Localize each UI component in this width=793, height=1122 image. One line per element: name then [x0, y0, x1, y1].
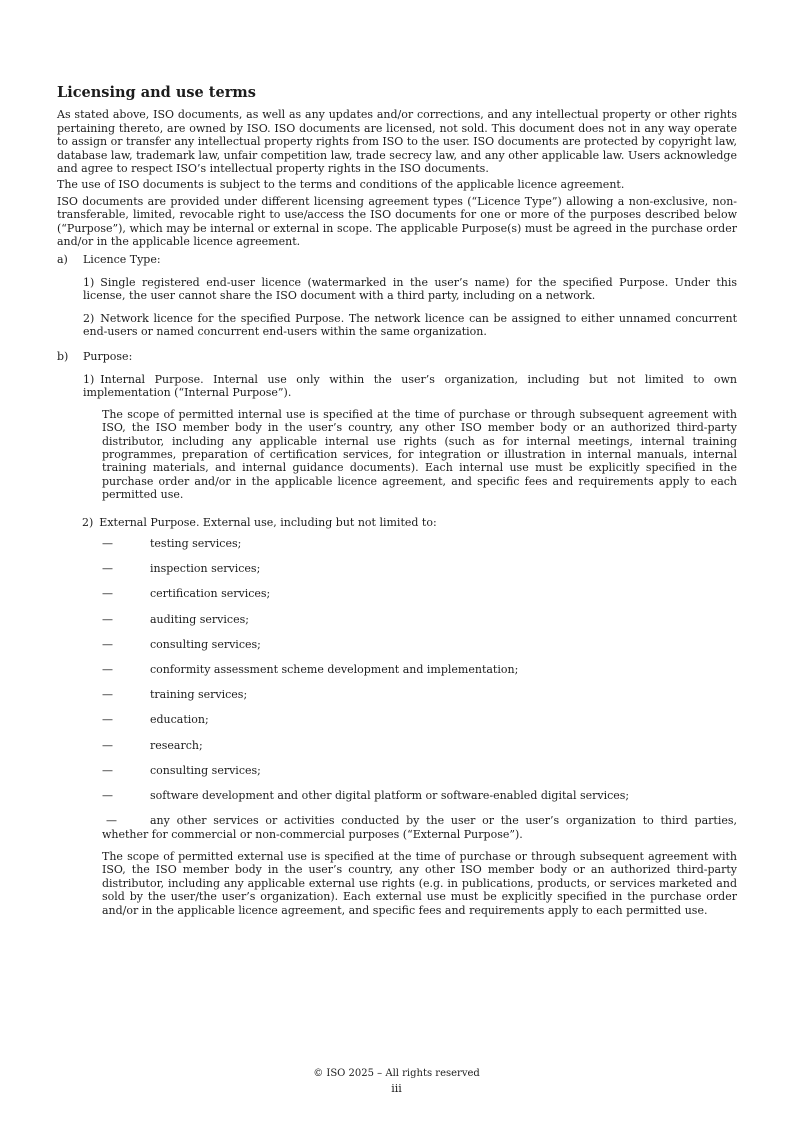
dash-marker: —	[102, 788, 113, 802]
dash-marker: —	[102, 587, 113, 601]
list-item	[102, 613, 737, 626]
subitem-text: External Purpose. External use, including but not limited to:	[99, 515, 437, 529]
list-item-licence-type	[57, 253, 737, 266]
dash-marker: —	[102, 763, 113, 777]
paragraph-ownership: As stated above, ISO documents, as well as any updates and/or corrections, and any intellectual property or other rights pertaining thereto, are owned by ISO. ISO documents are licensed, not sold. This document does not in any way operate to assign or transfer any intellectual property rights from ISO to the user. ISO documents are protected by copyright law, database law, trademark law, unfair competition law, trade secrecy law, and any other applicable law. Users acknowledge and agree to respect ISO’s intellectual property rights in the ISO documents.	[57, 108, 737, 176]
subitem-number: 1)	[83, 372, 95, 386]
list-marker: b)	[57, 350, 69, 364]
subitem-number: 2)	[82, 515, 94, 529]
external-scope-paragraph: The scope of permitted external use is specified at the time of purchase or through subsequent agreement with ISO, the ISO member body in the user’s country, any other ISO member body or an authorized third-party distributor, including any applicable external use rights (e.g. in publications, products, or services marketed and sold by the user/the user’s organization). Each external use must be explicitly specified in the purchase order and/or in the applicable licence agreement, and specific fees and requirements apply to each permitted use.	[102, 850, 737, 917]
dash-marker: —	[102, 562, 113, 576]
copyright-notice: © ISO 2025 – All rights reserved	[313, 1068, 480, 1079]
dash-marker: —	[102, 738, 113, 752]
dash-marker: —	[102, 637, 113, 651]
list-item-text: education;	[150, 713, 209, 727]
paragraph-licence-types: ISO documents are provided under different licensing agreement types (“Licence Type”) allowing a non-exclusive, non-transferable, limited, revocable right to use/access the ISO documents for one or more of the purposes described below (“Purpose”), which may be internal or external in scope. The applicable Purpose(s) must be agreed in the purchase order and/or in the applicable licence agreement.	[57, 194, 737, 249]
list-item	[102, 764, 737, 777]
subitem-network-licence	[83, 312, 737, 339]
page-content	[57, 84, 737, 917]
dash-marker: —	[102, 713, 113, 727]
list-item-text: auditing services;	[150, 612, 249, 626]
list-item	[102, 739, 737, 752]
list-item-other-services	[102, 814, 737, 841]
page-number: iii	[391, 1082, 402, 1095]
list-item	[102, 537, 737, 550]
list-item-text: certification services;	[150, 587, 271, 601]
subitem-single-user-licence	[83, 276, 737, 303]
list-item-text: consulting services;	[150, 637, 261, 651]
subitem-number: 2)	[83, 311, 95, 325]
subitem-text: Internal Purpose. Internal use only within the user’s organization, including but not limited to own implementation (“Internal Purpose”).	[83, 372, 737, 400]
list-marker: a)	[57, 253, 68, 267]
list-item-text: conformity assessment scheme development and implementation;	[150, 662, 519, 676]
subitem-text: Network licence for the specified Purpose. The network licence can be assigned to either unnamed concurrent end-users or named concurrent end-users within the same organization.	[83, 311, 737, 339]
list-item	[102, 713, 737, 726]
dash-marker: —	[102, 688, 113, 702]
list-item	[102, 587, 737, 600]
list-item-label: Purpose:	[83, 350, 133, 364]
dash-marker: —	[102, 612, 113, 626]
list-item-purpose	[57, 350, 737, 363]
list-item-text: consulting services;	[150, 763, 261, 777]
list-item-text: research;	[150, 738, 203, 752]
subitem-internal-purpose	[83, 373, 737, 400]
list-item-label: Licence Type:	[83, 253, 161, 267]
dash-marker: —	[102, 662, 113, 676]
list-item-text: any other services or activities conducted by the user or the user’s organization to third parties, whether for commercial or non-commercial purposes (“External Purpose”).	[102, 814, 737, 841]
paragraph-terms: The use of ISO documents is subject to the terms and conditions of the applicable licence agreement.	[57, 178, 625, 192]
list-item	[102, 562, 737, 575]
subitem-number: 1)	[83, 275, 95, 289]
list-item	[102, 663, 737, 676]
dash-marker: —	[102, 536, 113, 550]
list-item	[102, 789, 737, 802]
list-item	[102, 638, 737, 651]
external-use-list	[102, 537, 737, 802]
list-item-text: inspection services;	[150, 562, 261, 576]
internal-scope-paragraph: The scope of permitted internal use is specified at the time of purchase or through subsequent agreement with ISO, the ISO member body in the user’s country, any other ISO member body or an authorized third-party distributor, including any applicable internal use rights (such as for internal meetings, internal training programmes, preparation of certification services, for integration or illustration in internal manuals, internal training materials, and internal guidance documents). Each internal use must be explicitly specified in the purchase order and/or in the applicable licence agreement, and specific fees and requirements apply to each permitted use.	[102, 407, 737, 502]
list-item-text: testing services;	[150, 536, 242, 550]
list-item	[102, 688, 737, 701]
list-item-text: software development and other digital platform or software-enabled digital services;	[150, 788, 630, 802]
dash-marker: —	[106, 814, 117, 828]
list-item-text: training services;	[150, 688, 248, 702]
subitem-external-purpose	[82, 516, 737, 529]
section-heading: Licensing and use terms	[57, 84, 256, 101]
subitem-text: Single registered end-user licence (watermarked in the user’s name) for the specified Purpose. Under this license, the user cannot share the ISO document with a third party, including on a network.	[83, 275, 737, 303]
